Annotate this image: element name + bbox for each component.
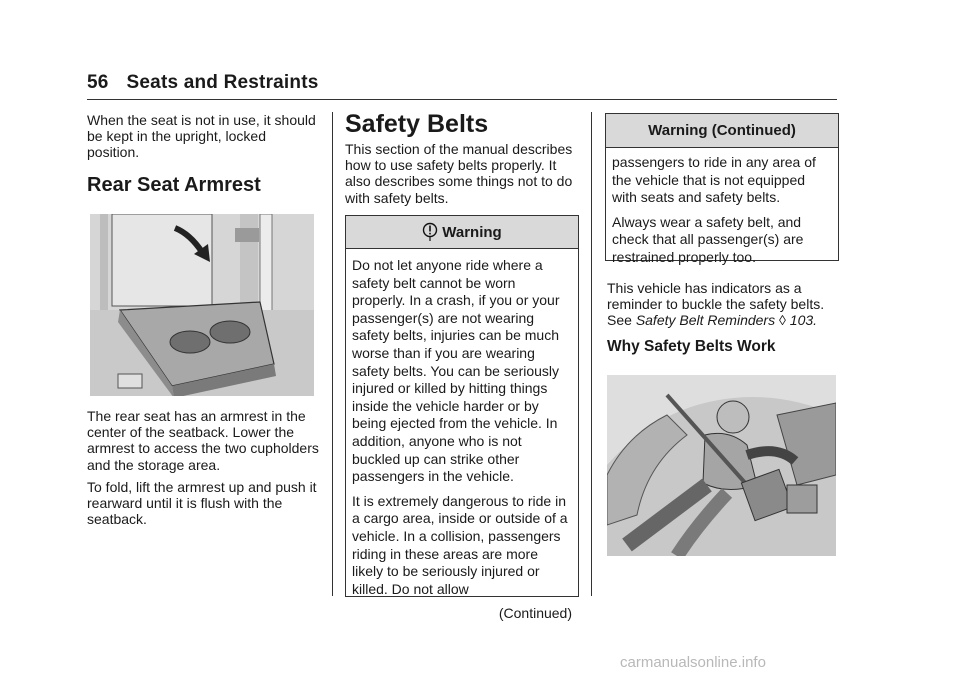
page-header [87,72,319,94]
crash-test-illustration [607,375,836,556]
safety-belts-intro: This section of the manual describes how to use safety belts properly. It also describes some things not to do with safety belts. [345,141,573,206]
why-belts-heading: Why Safety Belts Work [607,338,776,355]
warning-continued-body [606,148,838,267]
armrest-heading: Rear Seat Armrest [87,174,261,196]
warning-continued-header: Warning (Continued) [606,114,838,148]
warning-continued: (Continued) [498,605,572,622]
page-ref-icon: ◊ [779,312,786,329]
warning-header [346,216,578,249]
armrest-para-1: The rear seat has an armrest in the center of the seatback. Lower the armrest to access the two cupholders and the storage area. [87,408,319,473]
warning-body [346,249,578,623]
safety-belt-reminders-link[interactable]: Safety Belt Reminders [635,312,776,329]
indicators-text: This vehicle has indicators as a reminder to buckle the safety belts. See [607,280,825,329]
armrest-para-2: To fold, lift the armrest up and push it rearward until it is flush with the seatback. [87,479,317,528]
warning-continued-box [605,113,839,265]
warning-title: Warning [442,223,502,241]
page-ref[interactable]: 103. [785,312,818,329]
armrest-illustration [90,214,314,396]
safety-belts-heading: Safety Belts [345,110,489,138]
header-rule [87,99,837,100]
warning-continued-para-2: Always wear a safety belt, and check that all passenger(s) are restrained properly too. [612,213,804,265]
warning-box [345,215,579,622]
indicators-para [607,280,842,329]
page-number: 56 [87,72,109,93]
warning-icon [422,222,438,242]
section-title: Seats and Restraints [126,72,319,93]
watermark: carmanualsonline.info [620,654,766,671]
col1-intro: When the seat is not in use, it should be kept in the upright, locked position. [87,112,316,161]
warning-continued-para-1: passengers to ride in any area of the vehicle that is not equipped with seats and safety belts. [612,154,816,206]
column-divider [591,112,592,596]
column-divider [332,112,333,596]
warning-para-1: Do not let anyone ride where a safety belt cannot be worn properly. In a crash, if you or your passenger(s) are not wearing safety belts, injuries can be much worse than if you are wearing safety belts. You can be seriously injured or killed by hitting things inside the vehicle harder or by being ejected from the vehicle. In addition, anyone who is not buckled up can strike other passengers in the vehicle. [352,257,560,485]
warning-para-2: It is extremely dangerous to ride in a cargo area, inside or outside of a vehicle. In a collision, passengers riding in these areas are more likely to be seriously injured or killed. Do not allow [352,492,568,597]
